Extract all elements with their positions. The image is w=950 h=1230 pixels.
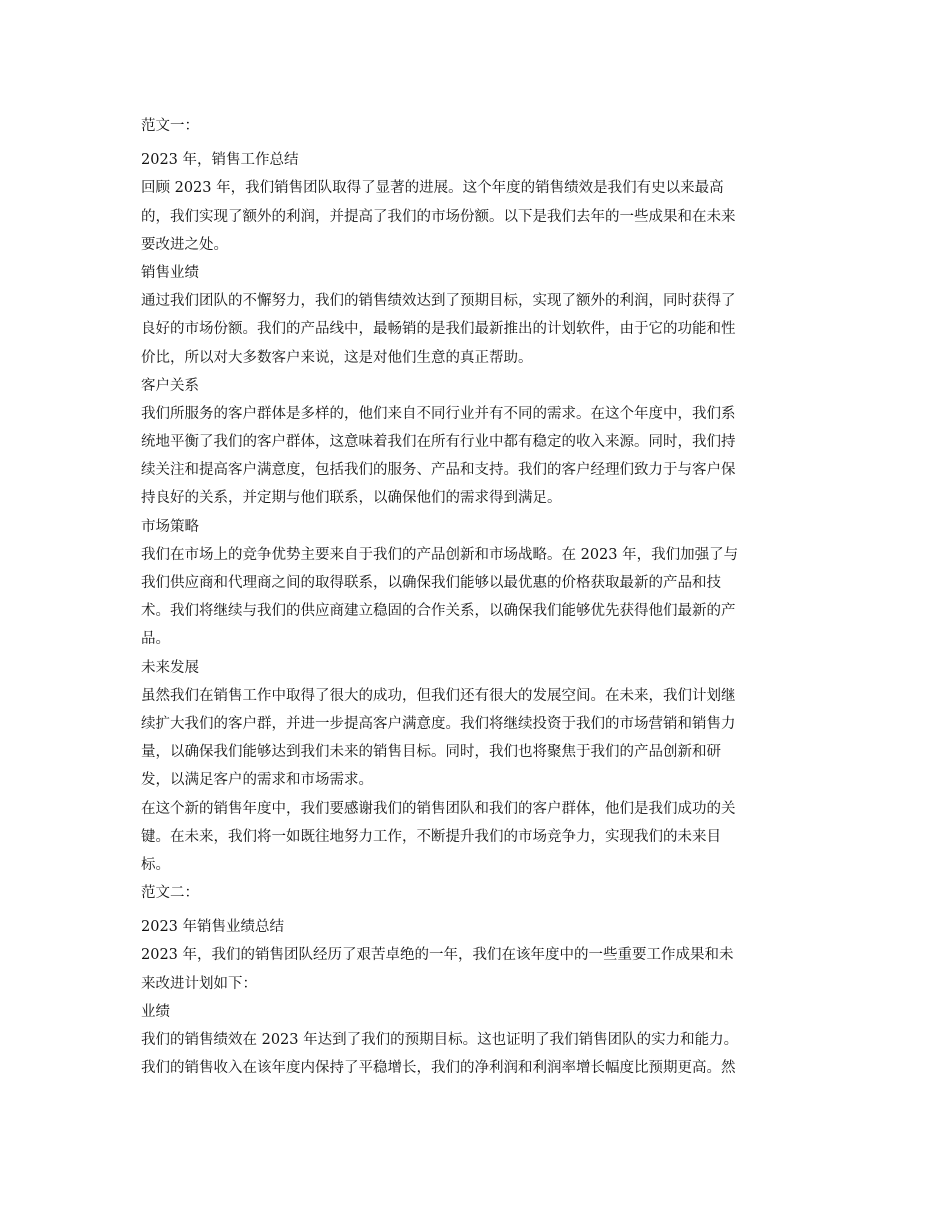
paragraph-line: 虽然我们在销售工作中取得了很大的成功，但我们还有很大的发展空间。在未来，我们计划继 — [141, 687, 736, 704]
sample2-label: 范文二： — [141, 885, 199, 902]
sample1-closing-paragraph — [141, 795, 811, 880]
sample2-title: 2023 年销售业绩总结 — [141, 919, 285, 936]
paragraph-line: 我们的销售绩效在 2023 年达到了我们的预期目标。这也证明了我们销售团队的实力和能力。 — [141, 1032, 739, 1048]
paragraph-line: 术。我们将继续与我们的供应商建立稳固的合作关系，以确保我们能够优先获得他们最新的产 — [141, 603, 736, 620]
paragraph-line: 键。在未来，我们将一如既往地努力工作，不断提升我们的市场竞争力，实现我们的未来目 — [141, 828, 721, 845]
section-heading: 客户关系 — [141, 377, 199, 394]
section-customer-relations — [141, 372, 811, 513]
sample1-intro-paragraph — [141, 174, 811, 259]
paragraph-line: 我们供应商和代理商之间的取得联系，以确保我们能够以最优惠的价格获取最新的产品和技 — [141, 575, 721, 591]
paragraph-line: 我们在市场上的竞争优势主要来自于我们的产品创新和市场战略。在 2023 年，我们加强了与 — [141, 546, 739, 563]
section-performance — [141, 998, 811, 1083]
document-page — [141, 112, 811, 1082]
paragraph-line: 续关注和提高客户满意度，包括我们的服务、产品和支持。我们的客户经理们致力于与客户保 — [141, 462, 736, 479]
paragraph-line: 统地平衡了我们的客户群体，这意味着我们在所有行业中都有稳定的收入来源。同时，我们持 — [141, 434, 736, 451]
section-market-strategy — [141, 513, 811, 654]
paragraph-line: 价比，所以对大多数客户来说，这是对他们生意的真正帮助。 — [141, 349, 533, 366]
section-heading: 未来发展 — [141, 659, 199, 676]
section-heading: 销售业绩 — [141, 264, 199, 281]
paragraph-line: 品。 — [141, 631, 170, 648]
paragraph-line: 回顾 2023 年，我们销售团队取得了显著的进展。这个年度的销售绩效是我们有史以来最高 — [141, 180, 724, 197]
sample2-intro-paragraph — [141, 941, 811, 997]
paragraph-line: 要改进之处。 — [141, 236, 228, 253]
paragraph-line: 的，我们实现了额外的利润，并提高了我们的市场份额。以下是我们去年的一些成果和在未来 — [141, 208, 736, 225]
section-future-development — [141, 654, 811, 795]
paragraph-line: 通过我们团队的不懈努力，我们的销售绩效达到了预期目标，实现了额外的利润，同时获得了 — [141, 293, 736, 310]
sample1-label: 范文一： — [141, 118, 199, 134]
section-heading: 市场策略 — [141, 518, 199, 535]
paragraph-line: 在这个新的销售年度中，我们要感谢我们的销售团队和我们的客户群体，他们是我们成功的关 — [141, 800, 736, 817]
paragraph-line: 量，以确保我们能够达到我们未来的销售目标。同时，我们也将聚焦于我们的产品创新和研 — [141, 744, 721, 761]
section-heading: 业绩 — [141, 1003, 170, 1020]
paragraph-line: 良好的市场份额。我们的产品线中，最畅销的是我们最新推出的计划软件，由于它的功能和性 — [141, 321, 736, 338]
paragraph-line: 我们所服务的客户群体是多样的，他们来自不同行业并有不同的需求。在这个年度中，我们系 — [141, 405, 736, 422]
paragraph-line: 续扩大我们的客户群，并进一步提高客户满意度。我们将继续投资于我们的市场营销和销售力 — [141, 715, 736, 732]
paragraph-line: 我们的销售收入在该年度内保持了平稳增长，我们的净利润和利润率增长幅度比预期更高。然 — [141, 1060, 736, 1077]
paragraph-line: 来改进计划如下： — [141, 975, 257, 992]
section-sales-performance — [141, 259, 811, 372]
paragraph-line: 2023 年，我们的销售团队经历了艰苦卓绝的一年，我们在该年度中的一些重要工作成果和未 — [141, 947, 734, 964]
sample1-title: 2023 年，销售工作总结 — [141, 152, 299, 169]
paragraph-line: 标。 — [141, 856, 170, 873]
paragraph-line: 持良好的关系，并定期与他们联系，以确保他们的需求得到满足。 — [141, 490, 562, 507]
paragraph-line: 发，以满足客户的需求和市场需求。 — [141, 772, 373, 789]
